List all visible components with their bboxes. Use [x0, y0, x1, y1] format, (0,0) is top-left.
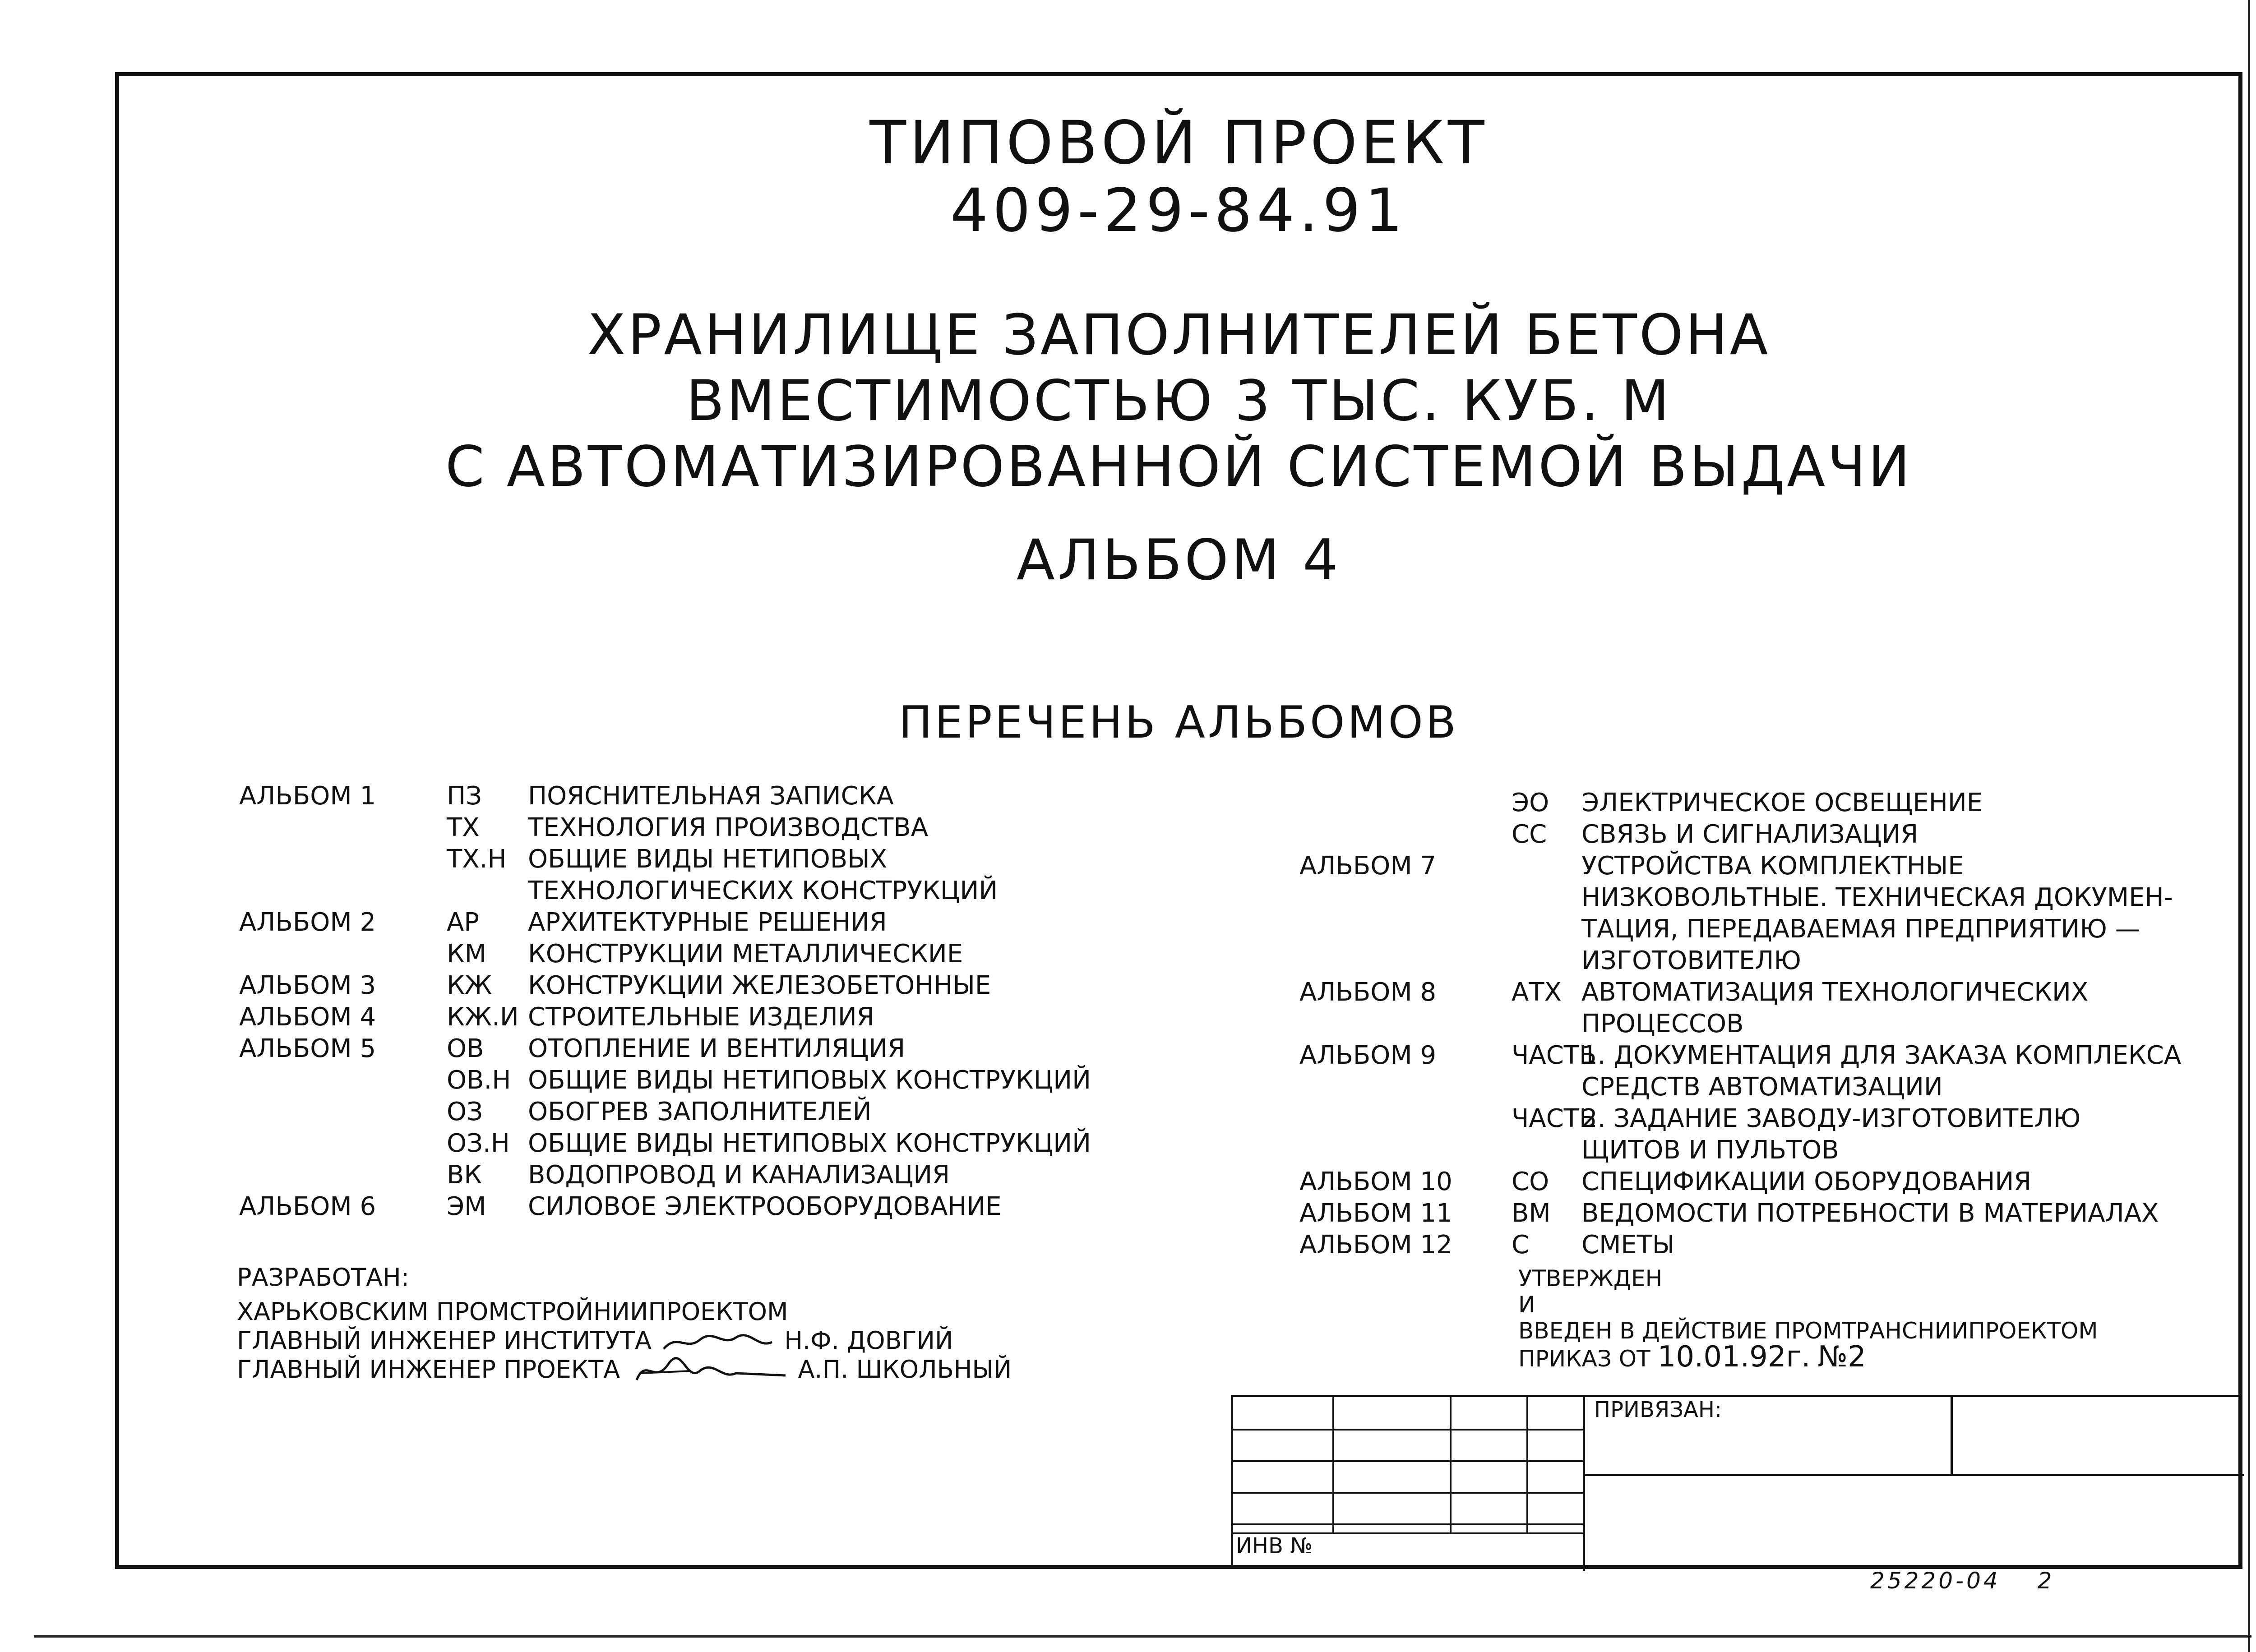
project-number: 409-29-84.91 [950, 176, 1408, 245]
section-title: ВОДОПРОВОД И КАНАЛИЗАЦИЯ [528, 1160, 950, 1190]
section-code: СО [1512, 1167, 1549, 1196]
approval-block [1518, 1265, 2098, 1372]
section-code: ТХ.Н [447, 844, 507, 874]
chief-institute-label: ГЛАВНЫЙ ИНЖЕНЕР ИНСТИТУТА [237, 1326, 652, 1355]
album-list-row [239, 938, 1187, 970]
section-code: ПЗ [447, 781, 482, 811]
section-code: ЧАСТЬ [1512, 1104, 1597, 1133]
approval-line: УТВЕРЖДЕН [1518, 1265, 1663, 1292]
section-title: КОНСТРУКЦИИ ЖЕЛЕЗОБЕТОННЫЕ [528, 971, 991, 1000]
section-title: ТЕХНОЛОГИЯ ПРОИЗВОДСТВА [528, 813, 929, 842]
chief-project-label: ГЛАВНЫЙ ИНЖЕНЕР ПРОЕКТА [237, 1355, 620, 1384]
section-code: АР [447, 908, 480, 937]
section-title: СПЕЦИФИКАЦИИ ОБОРУДОВАНИЯ [1581, 1167, 2032, 1196]
stamp-grid-line [1450, 1397, 1452, 1532]
album-list-row [239, 812, 1187, 844]
section-title: КОНСТРУКЦИИ МЕТАЛЛИЧЕСКИЕ [528, 939, 963, 969]
section-title: СРЕДСТВ АВТОМАТИЗАЦИИ [1581, 1072, 1943, 1102]
album-label: АЛЬБОМ 3 [239, 971, 376, 1000]
section-title: УСТРОЙСТВА КОМПЛЕКТНЫЕ [1581, 851, 1964, 881]
sheet-edge-bottom [34, 1635, 2251, 1638]
section-code: АТХ [1512, 978, 1562, 1007]
section-title: ОБЩИЕ ВИДЫ НЕТИПОВЫХ [528, 844, 888, 874]
album-list-row [1299, 850, 2242, 882]
section-code: СС [1512, 820, 1547, 849]
signature-icon [628, 1355, 790, 1387]
section-title: АРХИТЕКТУРНЫЕ РЕШЕНИЯ [528, 908, 887, 937]
stamp-table [1231, 1395, 2242, 1569]
album-list-row [1299, 1040, 2242, 1071]
section-title: СТРОИТЕЛЬНЫЕ ИЗДЕЛИЯ [528, 1002, 874, 1032]
sheet-footer [1870, 1568, 2054, 1594]
album-label: АЛЬБОМ 10 [1299, 1167, 1452, 1196]
album-list-left [239, 780, 1187, 1223]
section-title: ВЕДОМОСТИ ПОТРЕБНОСТИ В МАТЕРИАЛАХ [1581, 1199, 2159, 1228]
stamp-grid-line [1233, 1492, 1585, 1494]
section-code: ВК [447, 1160, 482, 1190]
order-prefix: ПРИКАЗ ОТ [1518, 1346, 1650, 1372]
stamp-grid-line [1233, 1460, 1585, 1462]
section-title: ОБОГРЕВ ЗАПОЛНИТЕЛЕЙ [528, 1097, 872, 1126]
sheet-edge-right [2248, 0, 2250, 1652]
footer-code: 25220-04 [1870, 1568, 2001, 1594]
album-title: АЛЬБОМ 4 [1016, 528, 1341, 593]
album-list-row [1299, 1103, 2242, 1135]
developer-block [237, 1263, 1012, 1384]
album-list-row [239, 875, 1187, 907]
album-list-row [239, 1001, 1187, 1033]
section-code: ЭО [1512, 788, 1549, 817]
album-list-row [1299, 1229, 2242, 1261]
approval-line: И [1518, 1292, 1535, 1318]
album-list-row [1299, 882, 2242, 914]
album-list-row [239, 1065, 1187, 1096]
section-title: ИЗГОТОВИТЕЛЮ [1581, 946, 1801, 975]
section-code: С [1512, 1230, 1530, 1260]
album-list-row [1299, 1166, 2242, 1198]
footer-page: 2 [2037, 1568, 2055, 1594]
section-title: СМЕТЫ [1581, 1230, 1675, 1260]
approval-line: ВВЕДЕН В ДЕЙСТВИЕ ПРОМТРАНСНИИПРОЕКТОМ [1518, 1318, 2098, 1344]
stamp-grid-line [1233, 1429, 1585, 1431]
document-type: ТИПОВОЙ ПРОЕКТ [869, 108, 1488, 178]
album-label: АЛЬБОМ 5 [239, 1034, 376, 1063]
object-title-line: С АВТОМАТИЗИРОВАННОЙ СИСТЕМОЙ ВЫДАЧИ [445, 434, 1913, 499]
order-date: 10.01.92г. [1657, 1340, 1811, 1374]
approval-order [1518, 1340, 2098, 1374]
section-code: ОЗ.Н [447, 1129, 510, 1158]
album-list-right [1299, 787, 2242, 1261]
album-list-row [1299, 819, 2242, 850]
stamp-grid-line [1233, 1523, 1585, 1525]
section-title: АВТОМАТИЗАЦИЯ ТЕХНОЛОГИЧЕСКИХ [1581, 978, 2089, 1007]
section-title: ЭЛЕКТРИЧЕСКОЕ ОСВЕЩЕНИЕ [1581, 788, 1983, 817]
album-label: АЛЬБОМ 7 [1299, 851, 1437, 881]
album-list-row [239, 1159, 1187, 1191]
album-list-row [239, 844, 1187, 875]
album-list-row [1299, 914, 2242, 945]
album-label: АЛЬБОМ 8 [1299, 978, 1437, 1007]
section-code: ЧАСТЬ [1512, 1041, 1597, 1070]
chief-engineer-institute-row [237, 1326, 1012, 1355]
album-list-row [1299, 787, 2242, 819]
album-list-row [239, 780, 1187, 812]
album-list-row [239, 1033, 1187, 1065]
album-list-row [1299, 1008, 2242, 1040]
album-label: АЛЬБОМ 6 [239, 1192, 376, 1221]
section-title: ПРОЦЕССОВ [1581, 1009, 1744, 1038]
section-title: ПОЯСНИТЕЛЬНАЯ ЗАПИСКА [528, 781, 894, 811]
chief-engineer-project-row [237, 1355, 1012, 1384]
album-list-heading: ПЕРЕЧЕНЬ АЛЬБОМОВ [898, 697, 1459, 748]
album-label: АЛЬБОМ 11 [1299, 1199, 1452, 1228]
section-code: ОЗ [447, 1097, 483, 1126]
album-list-row [239, 970, 1187, 1001]
album-label: АЛЬБОМ 12 [1299, 1230, 1452, 1260]
section-code: КЖ.И [447, 1002, 519, 1032]
chief-institute-name: Н.Ф. ДОВГИЙ [784, 1326, 953, 1355]
album-list-row [1299, 1135, 2242, 1166]
section-title: ТАЦИЯ, ПЕРЕДАВАЕМАЯ ПРЕДПРИЯТИЮ — [1581, 914, 2140, 944]
section-title: ЩИТОВ И ПУЛЬТОВ [1581, 1135, 1839, 1165]
album-list-row [1299, 977, 2242, 1008]
section-code: ОВ.Н [447, 1066, 511, 1095]
album-list-row [1299, 1198, 2242, 1229]
bound-label: ПРИВЯЗАН: [1594, 1397, 1722, 1422]
section-title: ОТОПЛЕНИЕ И ВЕНТИЛЯЦИЯ [528, 1034, 906, 1063]
album-list-row [239, 1096, 1187, 1128]
section-title: 2. ЗАДАНИЕ ЗАВОДУ-ИЗГОТОВИТЕЛЮ [1581, 1104, 2081, 1133]
section-title: ТЕХНОЛОГИЧЕСКИХ КОНСТРУКЦИЙ [528, 876, 998, 905]
album-list-row [239, 1191, 1187, 1223]
section-title: СИЛОВОЕ ЭЛЕКТРООБОРУДОВАНИЕ [528, 1192, 1002, 1221]
album-label: АЛЬБОМ 2 [239, 908, 376, 937]
section-code: КЖ [447, 971, 492, 1000]
stamp-grid-line [1583, 1474, 2244, 1476]
album-list-row [1299, 945, 2242, 977]
section-title: ОБЩИЕ ВИДЫ НЕТИПОВЫХ КОНСТРУКЦИЙ [528, 1066, 1091, 1095]
stamp-grid-line [1526, 1397, 1528, 1532]
album-list-row [239, 1128, 1187, 1159]
object-title [115, 302, 2242, 500]
album-list-row [1299, 1071, 2242, 1103]
chief-project-name: А.П. ШКОЛЬНЫЙ [798, 1355, 1012, 1384]
section-title: ОБЩИЕ ВИДЫ НЕТИПОВЫХ КОНСТРУКЦИЙ [528, 1129, 1091, 1158]
developer-org: ХАРЬКОВСКИМ ПРОМСТРОЙНИИПРОЕКТОМ [237, 1297, 788, 1326]
stamp-grid-line [1951, 1397, 1953, 1474]
album-label: АЛЬБОМ 9 [1299, 1041, 1437, 1070]
section-code: КМ [447, 939, 487, 969]
stamp-grid-line [1583, 1397, 1585, 1571]
section-code: ОВ [447, 1034, 484, 1063]
album-list-row [239, 907, 1187, 938]
album-label: АЛЬБОМ 4 [239, 1002, 376, 1032]
stamp-grid-line [1332, 1397, 1334, 1532]
developer-heading: РАЗРАБОТАН: [237, 1263, 409, 1292]
section-title: СВЯЗЬ И СИГНАЛИЗАЦИЯ [1581, 820, 1919, 849]
section-code: ТХ [447, 813, 480, 842]
order-number: №2 [1817, 1340, 1866, 1374]
object-title-line: ВМЕСТИМОСТЬЮ 3 ТЫС. КУБ. М [686, 369, 1672, 434]
album-label: АЛЬБОМ 1 [239, 781, 376, 811]
object-title-line: ХРАНИЛИЩЕ ЗАПОЛНИТЕЛЕЙ БЕТОНА [587, 303, 1771, 368]
section-code: ВМ [1512, 1199, 1551, 1228]
section-title: НИЗКОВОЛЬТНЫЕ. ТЕХНИЧЕСКАЯ ДОКУМЕН- [1581, 883, 2173, 912]
section-code: ЭМ [447, 1192, 486, 1221]
signature-icon [659, 1329, 777, 1356]
inventory-number-label: ИНВ № [1236, 1533, 1313, 1559]
section-title: 1. ДОКУМЕНТАЦИЯ ДЛЯ ЗАКАЗА КОМПЛЕКСА [1581, 1041, 2182, 1070]
